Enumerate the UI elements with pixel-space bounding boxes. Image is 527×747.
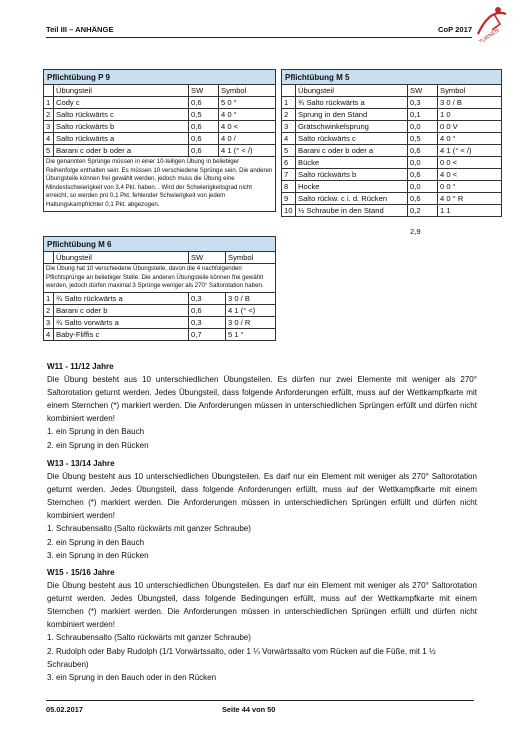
row-element: Hocke [296, 181, 408, 193]
row-difficulty: 0,3 [189, 292, 226, 304]
row-difficulty: 0,6 [189, 133, 219, 145]
header-doc-title: CoP 2017 [438, 25, 473, 34]
table-row [44, 304, 276, 316]
row-difficulty: 0,0 [408, 181, 438, 193]
col-header-num [44, 85, 54, 97]
table-header-row [44, 85, 276, 97]
row-element: Salto rückwärts b [54, 121, 189, 133]
row-symbol: 4 0 ° [438, 133, 502, 145]
list-item: 2. ein Sprung in den Bauch [47, 537, 145, 547]
row-difficulty: 0,6 [189, 97, 219, 109]
table-row [282, 181, 502, 193]
row-difficulty: 0,0 [408, 121, 438, 133]
row-element: Salto rückwärts b [296, 169, 408, 181]
row-symbol: 0 0 < [438, 157, 502, 169]
row-difficulty: 0,1 [408, 109, 438, 121]
table-row [44, 133, 276, 145]
header-rule [46, 37, 472, 38]
row-symbol: 3 0 / R [226, 316, 276, 328]
w11-section [47, 360, 477, 452]
row-element: Salto rückwärts a [54, 133, 189, 145]
row-number: 3 [282, 121, 296, 133]
m6-table [43, 236, 276, 341]
list-item: 1. Schraubensalto (Salto rückwärts mit ganzer Schraube) [47, 524, 251, 534]
row-difficulty: 0,5 [189, 109, 219, 121]
row-number: 4 [282, 133, 296, 145]
list-item: 2. ein Sprung in den Rücken [47, 440, 149, 450]
page-header [46, 22, 478, 40]
m6-title: Pflichtübung M 6 [44, 237, 276, 252]
p9-title: Pflichtübung P 9 [44, 70, 276, 85]
col-header-symbol: Symbol [438, 85, 502, 97]
row-difficulty: 0,6 [189, 145, 219, 157]
w13-section [47, 457, 477, 562]
table-header-row [282, 85, 502, 97]
row-number: 1 [44, 292, 54, 304]
row-symbol: 5 0 ° [219, 97, 276, 109]
row-symbol: 4 0 < [219, 121, 276, 133]
row-element: Barani c oder b [54, 304, 189, 316]
row-symbol: 3 0 / B [438, 97, 502, 109]
row-difficulty: 0,6 [408, 193, 438, 205]
list-item: 1. ein Sprung in den Bauch [47, 427, 145, 437]
footer-date: 05.02.2017 [46, 705, 83, 714]
p9-table [43, 69, 276, 212]
footer-page-number: Seite 44 von 50 [222, 705, 276, 714]
row-symbol: 4 0 ° R [438, 193, 502, 205]
row-element: ½ Schraube in den Stand [296, 205, 408, 217]
row-number: 4 [44, 133, 54, 145]
row-difficulty: 0,7 [189, 328, 226, 340]
row-element: Salto rückwärts c [54, 109, 189, 121]
table-row [282, 169, 502, 181]
row-number: 10 [282, 205, 296, 217]
row-symbol: 4 1 (° < /) [219, 145, 276, 157]
w15-section [47, 566, 477, 684]
table-row [282, 97, 502, 109]
col-header-num [282, 85, 296, 97]
row-symbol: 4 0 ° [219, 109, 276, 121]
list-item: 2. Rudolph oder Baby Rudolph (1/1 Vorwärtssalto, oder 1 ¼ Vorwärtssalto vom Rücken auf die Füße, mit 1 ½ Schrauben) [47, 646, 436, 669]
turnen-logo [468, 4, 510, 42]
table-row [282, 145, 502, 157]
m5-total: 2,9 [410, 227, 421, 236]
w11-title: W11 - 11/12 Jahre [47, 362, 114, 371]
table-row [282, 193, 502, 205]
row-symbol: 4 0 / [219, 133, 276, 145]
row-symbol: 5 1 ° [226, 328, 276, 340]
row-element: Salto rückw. c i. d. Rücken [296, 193, 408, 205]
w11-text: Die Übung besteht aus 10 unterschiedlichen Übungsteilen. Es dürfen nur zwei Elemente mit weniger als 270° Saltorotation geturnt werden. Jedes Übungsteil, dass folgende Anforderungen erfüllt, muss auf der Wettkampfkarte mit einem Sternchen (*) markiert werden. Die Anforderungen müssen in unterschiedlichen Sprüngen erfüllt und dürfen nicht kombiniert werden! [47, 375, 477, 424]
row-element: Sprung in den Stand [296, 109, 408, 121]
col-header-symbol: Symbol [219, 85, 276, 97]
p9-note: Die genannten Sprünge müssen in einer 10-teiligen Übung in beliebiger Reihenfolge enthalten sein: Es müssen 10 verschiedene Sprünge sein. Die anderen Übungsteile können frei gewählt werden, jedoch muss die Übung eine Mindestschwierigkeit von 3,4 Pkt. haben. . Wird der Schwierigkeitsgrad nicht erreicht, so werden pro 0,1 Pkt. fehlender Schwierigkeit von jedem Haltungskampfrichter 0,1 Pkt. abgezogen. [44, 157, 276, 212]
row-difficulty: 0,6 [408, 145, 438, 157]
row-number: 2 [44, 304, 54, 316]
table-row [44, 328, 276, 340]
table-header-row [44, 252, 276, 264]
list-item: 3. ein Sprung in den Bauch oder in den Rücken [47, 672, 217, 682]
svg-text:TURNEN: TURNEN [478, 27, 501, 42]
row-element: Bücke [296, 157, 408, 169]
row-difficulty: 0,2 [408, 205, 438, 217]
row-element: ¾ Salto rückwärts a [296, 97, 408, 109]
header-section-title: Teil III – ANHÄNGE [46, 25, 114, 34]
col-header-element: Übungsteil [296, 85, 408, 97]
row-number: 3 [44, 316, 54, 328]
row-element: Baby-Fliffis c [54, 328, 189, 340]
row-element: ¾ Salto vorwärts a [54, 316, 189, 328]
row-difficulty: 0,3 [408, 97, 438, 109]
row-symbol: 4 1 (° < /) [438, 145, 502, 157]
row-number: 8 [282, 181, 296, 193]
m5-table [281, 69, 502, 217]
row-symbol: 0 0 ° [438, 181, 502, 193]
row-symbol: 0 0 V [438, 121, 502, 133]
w13-text: Die Übung besteht aus 10 unterschiedlichen Übungsteilen. Es darf nur ein Element mit weniger als 270° Saltorotation geturnt werden. Jedes Übungsteil, dass folgende Anforderungen erfüllt, muss auf der Wettkampfkarte mit einem Sternchen (*) markiert werden. Die Anforderungen müssen in unterschiedlichen Sprüngen erfüllt und dürfen nicht kombiniert werden! [47, 472, 477, 521]
row-element: ¾ Salto rückwärts a [54, 292, 189, 304]
table-row [282, 205, 502, 217]
m5-title: Pflichtübung M 5 [282, 70, 502, 85]
col-header-element: Übungsteil [54, 85, 189, 97]
row-symbol: 1 1 [438, 205, 502, 217]
col-header-symbol: Symbol [226, 252, 276, 264]
col-header-sw: SW [408, 85, 438, 97]
w15-title: W15 - 15/16 Jahre [47, 568, 115, 577]
row-element: Salto rückwärts c [296, 133, 408, 145]
row-difficulty: 0,6 [189, 304, 226, 316]
table-row [44, 109, 276, 121]
row-element: Cody c [54, 97, 189, 109]
col-header-sw: SW [189, 252, 226, 264]
w15-text: Die Übung besteht aus 10 unterschiedlichen Übungsteilen. Es darf nur ein Element mit weniger als 270° Saltorotation geturnt werden. Jedes Übungsteil, dass folgende Bedingungen erfüllt, muss auf der Wettkampfkarte mit einem Sternchen (*) markiert werden. Die Anforderungen müssen in unterschiedlichen Sprüngen erfüllt und dürfen nicht kombiniert werden! [47, 581, 477, 630]
row-number: 5 [44, 145, 54, 157]
col-header-num [44, 252, 54, 264]
row-symbol: 4 1 (° <) [226, 304, 276, 316]
table-row [44, 316, 276, 328]
m6-note: Die Übung hat 10 verschiedene Übungsteile, davon die 4 nachfolgenden Pflichtsprünge an beliebiger Stelle. Die anderen Übungsteile können frei gewählt werden, jedoch dürfen maximal 3 Sprünge weniger als 270° Saltorotation haben. [44, 264, 276, 293]
w13-title: W13 - 13/14 Jahre [47, 459, 115, 468]
table-row [44, 145, 276, 157]
table-row [282, 133, 502, 145]
table-row [282, 109, 502, 121]
row-number: 1 [44, 97, 54, 109]
row-difficulty: 0,6 [189, 121, 219, 133]
row-element: Grätschwinkelsprung [296, 121, 408, 133]
row-symbol: 3 0 / B [226, 292, 276, 304]
list-item: 3. ein Sprung in den Rücken [47, 550, 149, 560]
row-number: 9 [282, 193, 296, 205]
table-row [282, 157, 502, 169]
row-number: 7 [282, 169, 296, 181]
table-row [44, 121, 276, 133]
footer-rule [46, 700, 474, 701]
row-number: 3 [44, 121, 54, 133]
row-difficulty: 0,5 [408, 133, 438, 145]
row-element: Barani c oder b oder a [296, 145, 408, 157]
row-symbol: 1 0 [438, 109, 502, 121]
row-number: 2 [282, 109, 296, 121]
row-symbol: 4 0 < [438, 169, 502, 181]
col-header-sw: SW [189, 85, 219, 97]
list-item: 1. Schraubensalto (Salto rückwärts mit ganzer Schraube) [47, 633, 251, 643]
row-element: Barani c oder b oder a [54, 145, 189, 157]
row-number: 5 [282, 145, 296, 157]
row-number: 2 [44, 109, 54, 121]
row-number: 6 [282, 157, 296, 169]
row-difficulty: 0,0 [408, 157, 438, 169]
row-number: 1 [282, 97, 296, 109]
table-row [282, 121, 502, 133]
col-header-element: Übungsteil [54, 252, 189, 264]
table-row [44, 97, 276, 109]
row-number: 4 [44, 328, 54, 340]
table-row [44, 292, 276, 304]
row-difficulty: 0,6 [408, 169, 438, 181]
row-difficulty: 0,3 [189, 316, 226, 328]
